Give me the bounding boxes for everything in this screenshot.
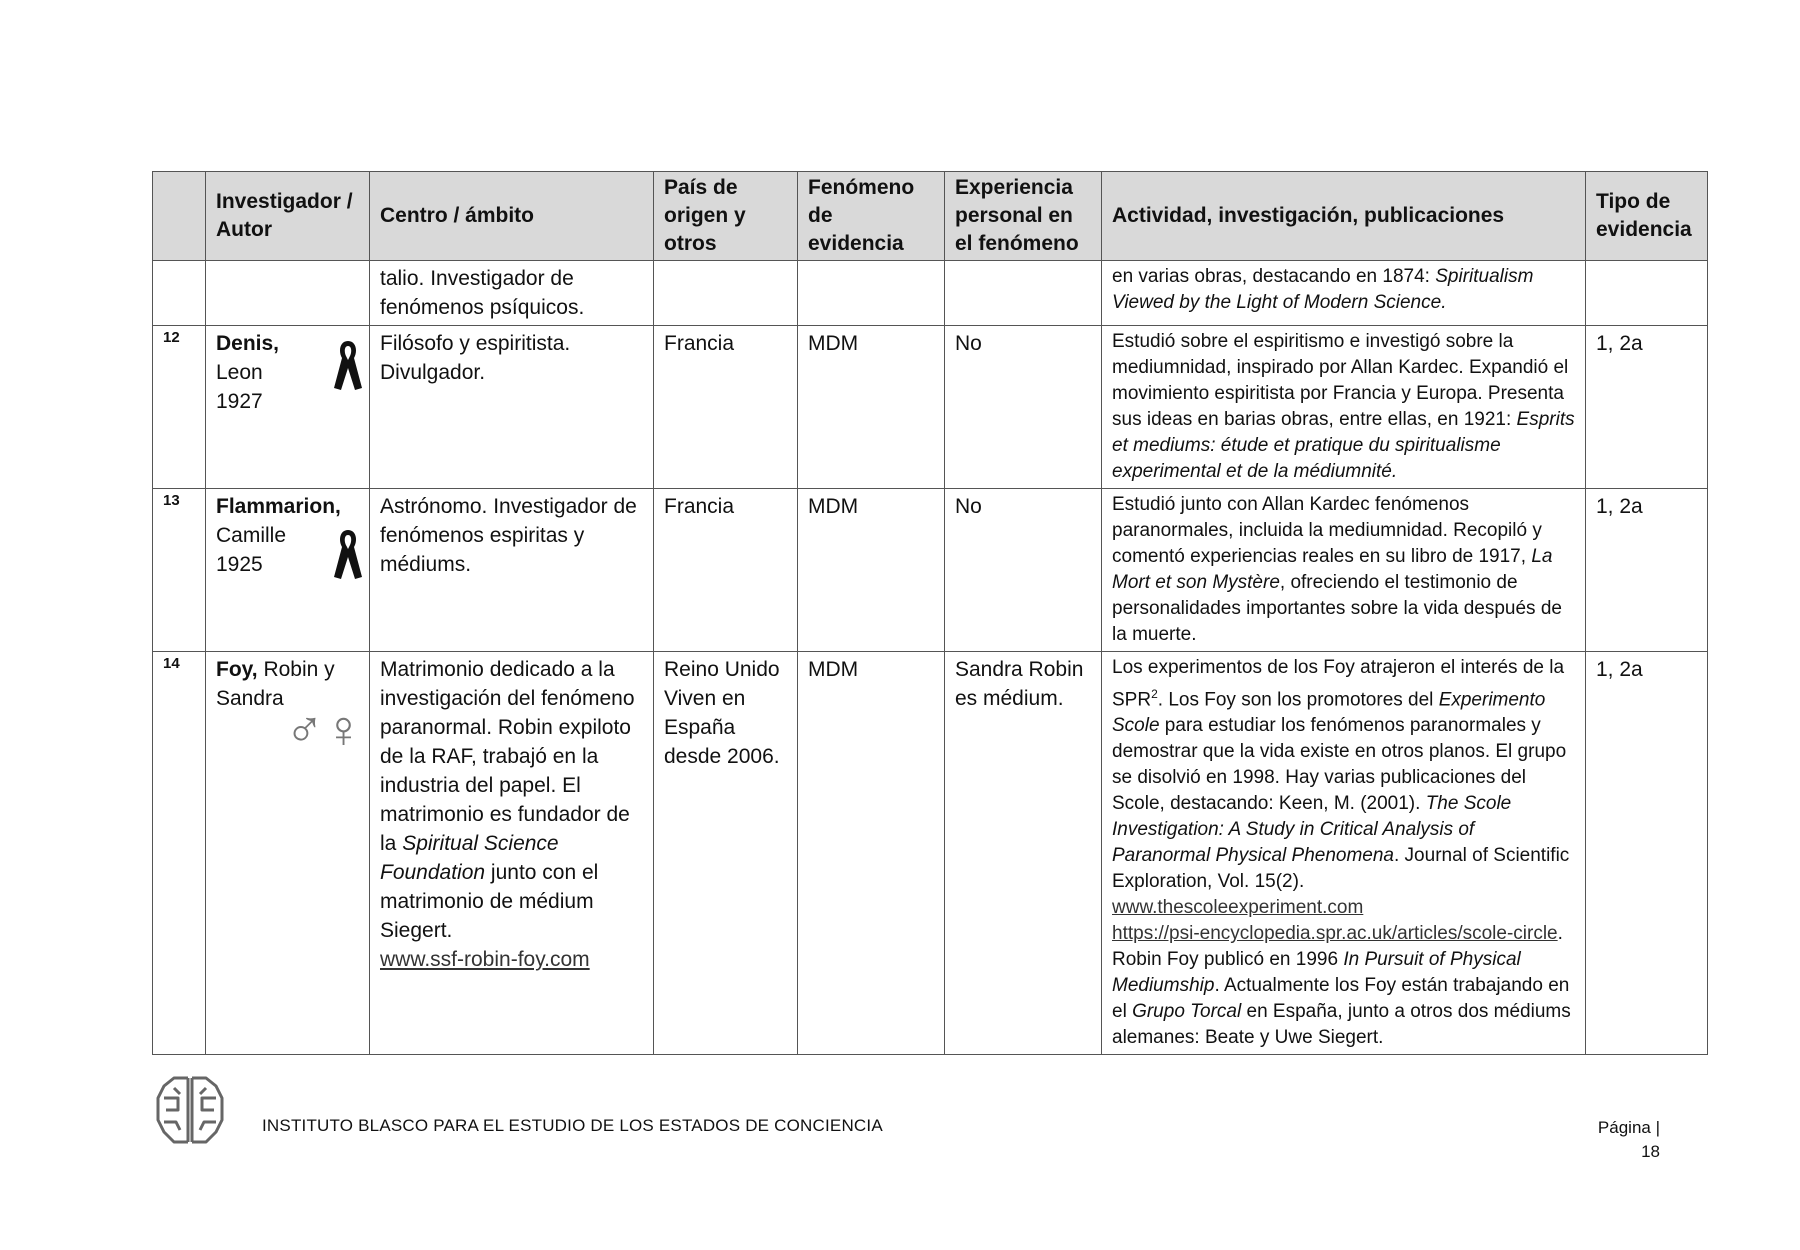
tipo-cell bbox=[1586, 261, 1708, 326]
activity-text: para estudiar los fenómenos paranormales y demostrar que la vida existe en otros planos. El grupo se disolvió en 1998. Hay varias publicaciones del Scole, destacando: Keen, M. (2001). bbox=[1112, 715, 1567, 815]
activity-text: Estudió sobre el espiritismo e investigó sobre la mediumnidad, inspirado por Allan Kardec. Expandió el movimiento espiritista por Francia y Europa. Presenta sus ideas en barias obras, entre ellas, en 1921: bbox=[1112, 331, 1569, 430]
group-name: Grupo Torcal bbox=[1132, 1001, 1242, 1023]
investigator-surname: Denis, bbox=[216, 332, 280, 355]
page-number bbox=[1590, 1116, 1660, 1164]
psi-encyclopedia-link[interactable]: https://psi-encyclopedia.spr.ac.uk/articles/scole-circle bbox=[1112, 923, 1558, 945]
mourning-ribbon-icon bbox=[331, 527, 365, 581]
activity-text: Estudió junto con Allan Kardec fenómenos paranormales, incluida la mediumnidad. Recopiló y comentó experiencias reales en su libro de 1917, bbox=[1112, 494, 1542, 567]
pais-cell: Reino Unido Viven en España desde 2006. bbox=[654, 652, 798, 1055]
number-cell bbox=[153, 261, 206, 326]
actividad-cell bbox=[1102, 261, 1586, 326]
header-cell-fenomeno: Fenómeno de evidencia bbox=[798, 172, 945, 261]
activity-text: Los experimentos de los Foy atrajeron el interés de la SPR bbox=[1112, 657, 1565, 711]
investigator-name: Robin y Sandra bbox=[216, 658, 335, 710]
institute-name: INSTITUTO BLASCO PARA EL ESTUDIO DE LOS ESTADOS DE CONCIENCIA bbox=[262, 1116, 883, 1135]
investigator-name: Camille bbox=[216, 524, 287, 547]
investigator-cell bbox=[206, 326, 370, 489]
centro-cell: Filósofo y espiritista. Divulgador. bbox=[370, 326, 654, 489]
actividad-cell bbox=[1102, 326, 1586, 489]
pais-cell: Francia bbox=[654, 326, 798, 489]
fenomeno-cell: MDM bbox=[798, 326, 945, 489]
actividad-cell bbox=[1102, 652, 1586, 1055]
centro-cell: Astrónomo. Investigador de fenómenos espiritas y médiums. bbox=[370, 489, 654, 652]
header-cell-investigador: Investigador / Autor bbox=[206, 172, 370, 261]
table-row bbox=[153, 652, 1708, 1055]
header-cell-actividad: Actividad, investigación, publicaciones bbox=[1102, 172, 1586, 261]
pais-cell bbox=[654, 261, 798, 326]
centro-text: Matrimonio dedicado a la investigación del fenómeno paranormal. Robin expiloto de la RAF, trabajó en la industria del papel. El matrimonio es fundador de la bbox=[380, 658, 635, 855]
investigator-name: Leon bbox=[216, 361, 263, 384]
row-number: 13 bbox=[153, 489, 206, 652]
experiment-name: Experimento Scole bbox=[1112, 689, 1546, 737]
activity-text: en España, junto a otros dos médiums alemanes: Beate y Uwe Siegert. bbox=[1112, 1001, 1571, 1049]
publication-title: The Scole Investigation: A Study in Critical Analysis of Paranormal Physical Phenomena bbox=[1112, 793, 1512, 867]
activity-text: . Robin Foy publicó en 1996 bbox=[1112, 923, 1563, 971]
footnote-ref[interactable]: 2 bbox=[1151, 687, 1158, 701]
header-cell-pais: País de origen y otros bbox=[654, 172, 798, 261]
tipo-cell: 1, 2a bbox=[1586, 652, 1708, 1055]
tipo-cell: 1, 2a bbox=[1586, 326, 1708, 489]
activity-text: . Los Foy son los promotores del bbox=[1157, 689, 1439, 711]
page-num: 18 bbox=[1641, 1142, 1660, 1161]
row-number: 12 bbox=[153, 326, 206, 489]
fenomeno-cell: MDM bbox=[798, 652, 945, 1055]
investigator-cell bbox=[206, 489, 370, 652]
table-row bbox=[153, 326, 1708, 489]
foundation-name: Spiritual Science Foundation bbox=[380, 832, 559, 884]
table-row bbox=[153, 489, 1708, 652]
table-row bbox=[153, 261, 1708, 326]
mourning-ribbon-icon bbox=[331, 338, 365, 392]
book-title: Spiritualism Viewed by the Light of Modern Science. bbox=[1112, 266, 1534, 313]
activity-text: . Journal of Scientific Exploration, Vol. 15(2). bbox=[1112, 845, 1570, 893]
researchers-table bbox=[152, 171, 1708, 1055]
page-label: Página | bbox=[1597, 1118, 1660, 1137]
header-cell-experiencia: Experiencia personal en el fenómeno bbox=[945, 172, 1102, 261]
tipo-cell: 1, 2a bbox=[1586, 489, 1708, 652]
table-header-row bbox=[153, 172, 1708, 261]
investigator-cell bbox=[206, 652, 370, 1055]
ssf-link[interactable]: www.ssf-robin-foy.com bbox=[380, 948, 590, 971]
book-title: Esprits et mediums: étude et pratique du spiritualisme experimental et de la médiumnité. bbox=[1112, 409, 1575, 482]
death-year: 1925 bbox=[216, 553, 263, 576]
investigator-surname: Foy, bbox=[216, 658, 258, 681]
header-cell-tipo: Tipo de evidencia bbox=[1586, 172, 1708, 261]
book-title: La Mort et son Mystère bbox=[1112, 546, 1553, 593]
activity-text: , ofreciendo el testimonio de personalidades importantes sobre la vida después de la muerte. bbox=[1112, 572, 1562, 645]
header-cell-number bbox=[153, 172, 206, 261]
row-number: 14 bbox=[153, 652, 206, 1055]
brain-logo-icon bbox=[150, 1070, 230, 1150]
centro-text: junto con el matrimonio de médium Siegert. bbox=[380, 861, 599, 942]
centro-cell: talio. Investigador de fenómenos psíquicos. bbox=[370, 261, 654, 326]
male-female-icon: ♂♀ bbox=[285, 701, 363, 759]
experiencia-cell: No bbox=[945, 326, 1102, 489]
investigator-surname: Flammarion, bbox=[216, 495, 341, 518]
centro-cell bbox=[370, 652, 654, 1055]
actividad-cell bbox=[1102, 489, 1586, 652]
fenomeno-cell: MDM bbox=[798, 489, 945, 652]
book-title: In Pursuit of Physical Mediumship bbox=[1112, 949, 1521, 997]
experiencia-cell: No bbox=[945, 489, 1102, 652]
scole-experiment-link[interactable]: www.thescoleexperiment.com bbox=[1112, 897, 1364, 919]
death-year: 1927 bbox=[216, 390, 263, 413]
experiencia-cell bbox=[945, 261, 1102, 326]
activity-text: . Actualmente los Foy están trabajando en el bbox=[1112, 975, 1570, 1023]
experiencia-cell: Sandra Robin es médium. bbox=[945, 652, 1102, 1055]
header-cell-centro: Centro / ámbito bbox=[370, 172, 654, 261]
fenomeno-cell bbox=[798, 261, 945, 326]
investigator-cell bbox=[206, 261, 370, 326]
pais-cell: Francia bbox=[654, 489, 798, 652]
activity-text: en varias obras, destacando en 1874: bbox=[1112, 266, 1436, 287]
